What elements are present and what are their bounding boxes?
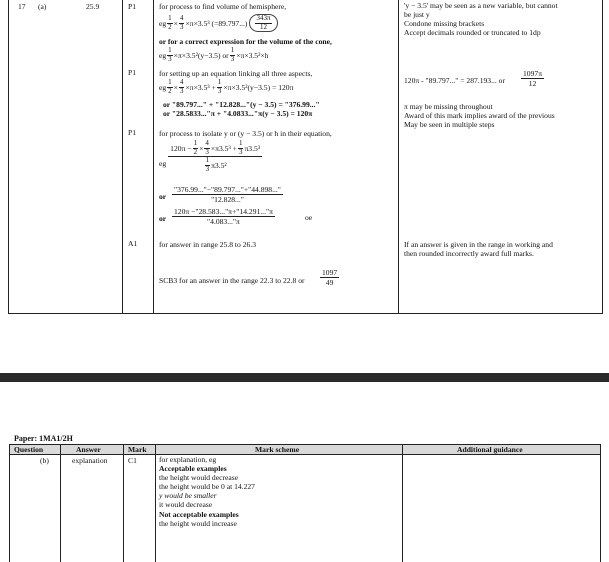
expression-text: ×π3.5³ + [210,143,237,153]
grid-line [122,0,123,313]
fraction [205,157,211,173]
fraction [230,47,236,63]
header-answer: Answer [76,445,101,454]
fraction [217,79,223,95]
expression-text: ×π×3.5²×h [236,50,269,60]
numerator: 1 [168,78,172,86]
denominator: "4.083..."π [207,217,240,226]
grid-line [8,0,9,313]
hemisphere-volume-expression: eg $\frac{1}{2}$ × $\frac{4}{3}$ ×π×3.5³ (=89.797...) $\frac{343\pi}{12}$ [159,14,278,32]
scheme-line: the height would decrease [159,473,239,482]
eg-label: eg [159,50,167,60]
numerator: 4 [205,139,209,147]
scheme-line: Acceptable examples [159,464,227,473]
mark-p1: P1 [128,2,137,11]
numerator: 4 [179,14,184,22]
oe-label: oe [305,213,313,222]
scheme-line: the height would be 0 at 14.227 [159,482,255,491]
fraction [167,15,173,31]
fraction [179,15,185,31]
mark-p1: P1 [128,68,137,77]
fraction [167,79,173,95]
denominator: 3 [168,54,172,63]
denominator: "12.828..." [211,195,244,204]
denominator: 3 [179,86,184,95]
denominator: 3 [205,164,210,173]
mark-a1: A1 [128,239,138,248]
guidance-line: May be seen in multiple steps [404,120,495,129]
expression-text: ×π×3.5³ (=89.797...) [185,18,248,28]
eg-label: eg [159,159,167,168]
numerator: 1097 [322,268,338,277]
equation-expression: eg $\frac{1}{2}$ × $\frac{4}{3}$ ×π×3.5³ + $\frac{1}{3}$ ×π×3.5²(y−3.5) = 120π [159,78,294,95]
scb3-fraction [320,268,339,287]
denominator: 2 [168,22,172,31]
scheme-line: or "28.5833..."π + "4.0833..."π(y − 3.5) = 120π [163,109,313,118]
guidance-line: Award of this mark implies award of the previous [404,111,555,120]
scheme-line: or "89.797..." + "12.828..."(y − 3.5) = "376.99..." [163,100,320,109]
numerator: 1 [238,139,243,147]
denominator: 12 [259,22,267,31]
numerator: 1097π [523,69,543,78]
header-mark-scheme: Mark scheme [255,445,300,454]
expression-text: π3.5³ [244,143,261,153]
numerator: 120π − $\frac{1}{2}$ × $\frac{4}{3}$ ×π3.5³ + $\frac{1}{3}$ π3.5³ [170,139,261,156]
scheme-line: the height would increase [159,519,237,528]
header-question: Question [14,445,44,454]
fraction [193,140,199,156]
header-additional-guidance: Additional guidance [457,445,523,454]
alt-fraction [172,207,275,226]
mark-p1: P1 [128,128,137,137]
expression-text: ×π×3.5²(y−3.5) or [173,50,229,60]
denominator: 2 [193,147,198,156]
numerator: 1 [205,156,210,164]
fraction [204,140,210,156]
grid-line [155,444,156,562]
paper-label: Paper: 1MA1/2H [14,434,73,443]
grid-line [123,444,124,562]
denominator: 3 [205,147,209,156]
fraction [238,140,244,156]
alt-fraction [172,185,283,204]
scheme-line: for process to find volume of hemisphere, [159,2,287,11]
guidance-line: 'y − 3.5' may be seen as a new variable, but cannot [404,1,558,10]
fraction [179,79,185,95]
question-part: (b) [40,456,49,465]
grid-line [8,313,603,314]
denominator: 3 [179,22,184,31]
isolate-expression [159,140,262,173]
denominator: 3 [238,147,243,156]
isolate-fraction [168,140,262,173]
fraction [167,47,173,63]
numerator: 1 [193,139,198,147]
guidance-line: If an answer is given in the range in working and [404,240,553,249]
guidance-line: be just y [404,10,430,19]
scheme-line: y would be smaller [159,491,217,500]
mark-c1: C1 [128,456,137,465]
grid-line [9,444,10,562]
numerator: 1 [168,14,172,22]
eg-label: eg [159,18,167,28]
expression-text: ×π×3.5³ + [185,82,216,92]
scheme-line: for explanation, eg [159,455,217,464]
scheme-line: for process to isolate y or (y − 3.5) or h in their equation, [159,129,332,138]
eg-label: eg [159,82,167,92]
scheme-line: or for a correct expression for the volume of the cone, [159,37,332,46]
or-label: or [159,192,167,201]
guidance-line: 120π - "89.797..." = 287.193... or [404,76,506,85]
expression-text: 120π − [170,143,192,153]
grid-line [602,0,603,313]
answer-value: 25.9 [86,2,100,11]
cone-volume-expression [159,47,268,63]
numerator: "376.99..."−"89.797..."+"44.898..." [174,185,281,194]
question-part: (a) [38,2,47,11]
or-label: or [159,214,167,223]
fraction [255,15,271,31]
bracketed-fraction [249,14,277,32]
answer-value: explanation [72,456,108,465]
grid-line [600,444,601,562]
expression-text: ×π×3.5²(y−3.5) = 120π [223,82,294,92]
grid-line [60,444,61,562]
denominator: 3 [217,86,222,95]
scheme-line: SCB3 for an answer in the range 22.3 to 22.8 or [159,276,305,285]
guidance-line: then rounded incorrectly award full marks. [404,249,534,258]
question-number: 17 [18,2,26,11]
scheme-line: for setting up an equation linking all three aspects, [159,69,313,78]
guidance-line: Accept decimals rounded or truncated to 1dp [404,28,541,37]
grid-line [153,0,154,313]
guidance-line: π may be missing throughout [404,102,493,111]
numerator: 1 [230,46,235,54]
expression-text: π3.5² [211,160,227,170]
denominator [204,157,227,173]
page-break-bar [0,373,609,382]
grid-line [9,454,601,455]
scheme-line: Not acceptable examples [159,510,239,519]
numerator: 4 [179,78,184,86]
denominator: 3 [230,54,235,63]
grid-line [402,444,403,562]
numerator: 1 [217,78,222,86]
header-mark: Mark [128,445,147,454]
denominator: 49 [325,278,334,287]
numerator: 120π −"28.583..."π+"14.291..."π [174,207,273,216]
scheme-line: it would decrease [159,500,213,509]
scheme-line: for answer in range 25.8 to 26.3 [159,240,257,249]
numerator: 1 [168,46,172,54]
denominator: 12 [528,79,537,88]
denominator: 2 [168,86,172,95]
numerator: 343π [256,14,271,22]
grid-line [398,0,399,313]
guidance-line: Condone missing brackets [404,19,485,28]
guidance-fraction [521,69,544,88]
